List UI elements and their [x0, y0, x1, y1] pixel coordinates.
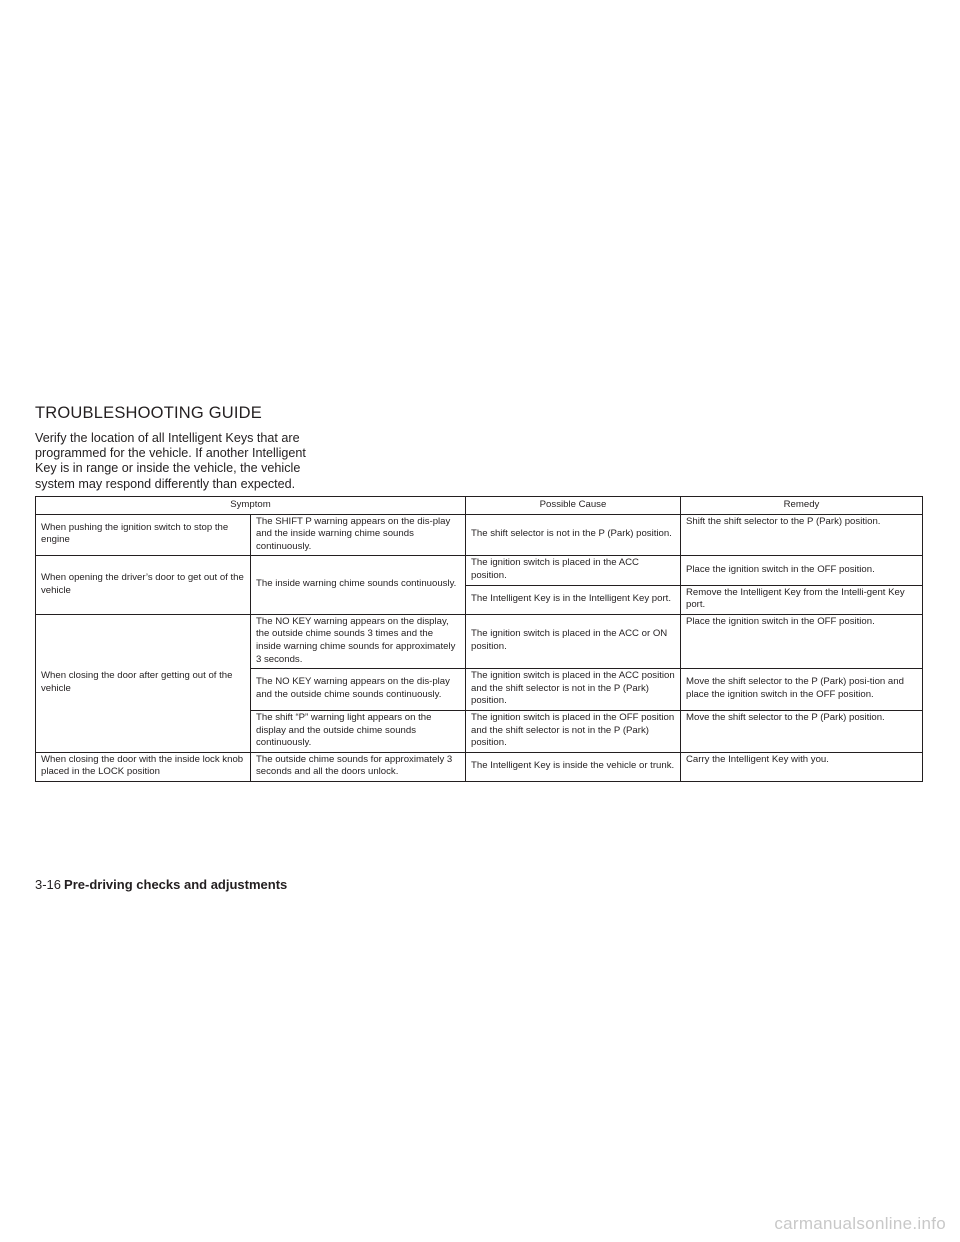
condition-cell: The NO KEY warning appears on the dis-play and the outside chime sounds continuously.	[251, 669, 466, 711]
condition-cell: The SHIFT P warning appears on the dis-play and the inside warning chime sounds continuously.	[251, 514, 466, 556]
remedy-cell: Move the shift selector to the P (Park) position.	[681, 710, 923, 752]
troubleshooting-table	[35, 496, 923, 782]
table-row	[36, 614, 923, 668]
condition-cell: The shift “P” warning light appears on the display and the outside chime sounds continuously.	[251, 710, 466, 752]
table-row	[36, 556, 923, 585]
header-symptom: Symptom	[36, 497, 466, 515]
symptom-cell: When closing the door after getting out of the vehicle	[36, 614, 251, 752]
cause-cell: The Intelligent Key is inside the vehicle or trunk.	[466, 752, 681, 781]
remedy-cell: Place the ignition switch in the OFF position.	[681, 614, 923, 668]
chapter-title: Pre-driving checks and adjustments	[64, 877, 288, 892]
watermark-text: carmanualsonline.info	[774, 1214, 946, 1233]
cause-cell: The ignition switch is placed in the ACC position and the shift selector is not in the P (Park) position.	[466, 669, 681, 711]
cause-cell: The ignition switch is placed in the OFF position and the shift selector is not in the P (Park) position.	[466, 710, 681, 752]
page-footer	[35, 877, 287, 893]
remedy-cell: Shift the shift selector to the P (Park) position.	[681, 514, 923, 556]
table-header-row	[36, 497, 923, 515]
cause-cell: The ignition switch is placed in the ACC or ON position.	[466, 614, 681, 668]
table-row	[36, 514, 923, 556]
table-row	[36, 752, 923, 781]
condition-cell: The inside warning chime sounds continuously.	[251, 556, 466, 614]
symptom-cell: When opening the driver’s door to get out of the vehicle	[36, 556, 251, 614]
header-remedy: Remedy	[681, 497, 923, 515]
cause-cell: The Intelligent Key is in the Intelligent Key port.	[466, 585, 681, 614]
symptom-cell: When pushing the ignition switch to stop the engine	[36, 514, 251, 556]
remedy-cell: Remove the Intelligent Key from the Intelli-gent Key port.	[681, 585, 923, 614]
cause-cell: The shift selector is not in the P (Park) position.	[466, 514, 681, 556]
condition-cell: The outside chime sounds for approximately 3 seconds and all the doors unlock.	[251, 752, 466, 781]
remedy-cell: Carry the Intelligent Key with you.	[681, 752, 923, 781]
intro-paragraph: Verify the location of all Intelligent Keys that are programmed for the vehicle. If another Intelligent Key is in range or inside the vehicle, the vehicle system may respond differently than expected.	[35, 431, 306, 491]
remedy-cell: Place the ignition switch in the OFF position.	[681, 556, 923, 585]
header-possible-cause: Possible Cause	[466, 497, 681, 515]
cause-cell: The ignition switch is placed in the ACC position.	[466, 556, 681, 585]
condition-cell: The NO KEY warning appears on the display, the outside chime sounds 3 times and the inside warning chime sounds for approximately 3 seconds.	[251, 614, 466, 668]
symptom-cell: When closing the door with the inside lock knob placed in the LOCK position	[36, 752, 251, 781]
page-number: 3-16	[35, 877, 62, 892]
section-title: TROUBLESHOOTING GUIDE	[35, 404, 262, 422]
remedy-cell: Move the shift selector to the P (Park) posi-tion and place the ignition switch in the OFF position.	[681, 669, 923, 711]
